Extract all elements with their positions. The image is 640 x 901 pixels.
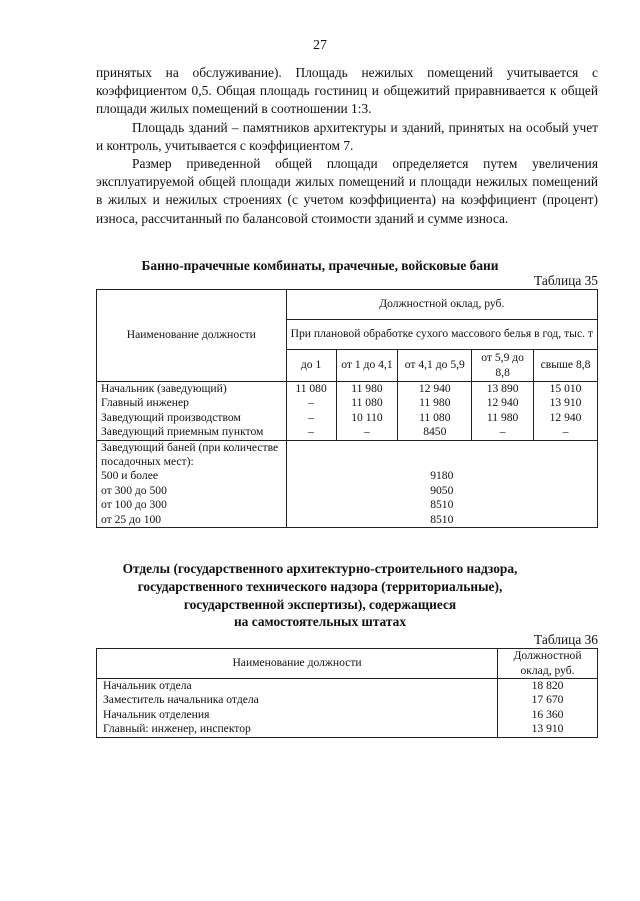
row-name: 500 и более bbox=[97, 469, 287, 483]
table-row bbox=[97, 498, 598, 512]
row-name: Начальник отдела bbox=[97, 679, 498, 694]
col-header: от 1 до 4,1 bbox=[336, 350, 398, 382]
table-36-title-line: государственной экспертизы), содержащиеся bbox=[183, 597, 457, 612]
cell: 12 940 bbox=[398, 382, 472, 397]
paragraph: Площадь зданий – памятников архитектуры и зданий, принятых на особый учет и контроль, учитывается с коэффициентом 7. bbox=[96, 119, 598, 153]
table-row bbox=[97, 722, 598, 737]
row-name: Заведующий производством bbox=[97, 411, 287, 425]
col-header: от 4,1 до 5,9 bbox=[398, 350, 472, 382]
table-36-title-line: Отделы (государственного архитектурно-строительного надзора, bbox=[122, 561, 518, 576]
cell: 11 080 bbox=[398, 411, 472, 425]
row-name: Заведующий приемным пунктом bbox=[97, 425, 287, 440]
cell: – bbox=[534, 425, 598, 440]
cell: 8510 bbox=[286, 513, 597, 528]
header-salary: Должностной оклад, руб. bbox=[498, 649, 598, 679]
header-salary: Должностной оклад, руб. bbox=[286, 290, 597, 320]
cell: 15 010 bbox=[534, 382, 598, 397]
header-name: Наименование должности bbox=[97, 649, 498, 679]
cell: 9180 bbox=[286, 469, 597, 483]
cell: – bbox=[286, 425, 336, 440]
row-name: Начальник (заведующий) bbox=[97, 382, 287, 397]
header-name: Наименование должности bbox=[97, 290, 287, 382]
table-row bbox=[97, 469, 598, 483]
table-36-caption: Таблица 36 bbox=[534, 632, 598, 647]
cell: 16 360 bbox=[498, 708, 598, 722]
table-row bbox=[97, 513, 598, 528]
table-row bbox=[97, 396, 598, 410]
cell: 11 080 bbox=[336, 396, 398, 410]
paragraph: Размер приведенной общей площади определяется путем увеличения эксплуатируемой общей площади жилых помещений и площади нежилых помещений в жилых и нежилых строениях (с учетом коэффициента) на коэффициент (процент) износа, рассчитанный по балансовой стоимости зданий и сумме износа. bbox=[96, 156, 598, 226]
col-header: до 1 bbox=[286, 350, 336, 382]
cell: 11 080 bbox=[286, 382, 336, 397]
row-name: Заместитель начальника отдела bbox=[97, 693, 498, 707]
cell: – bbox=[286, 396, 336, 410]
row-name: Главный: инженер, инспектор bbox=[97, 722, 498, 737]
cell: 8510 bbox=[286, 498, 597, 512]
table-row bbox=[97, 679, 598, 694]
table-row bbox=[97, 440, 598, 469]
row-name: от 100 до 300 bbox=[97, 498, 287, 512]
table-36 bbox=[96, 648, 598, 738]
page-number: 27 bbox=[313, 38, 327, 53]
table-row bbox=[97, 708, 598, 722]
col-header: свыше 8,8 bbox=[534, 350, 598, 382]
table-row bbox=[97, 693, 598, 707]
cell: 17 670 bbox=[498, 693, 598, 707]
cell: 11 980 bbox=[472, 411, 534, 425]
cell bbox=[286, 440, 597, 469]
cell: 9050 bbox=[286, 484, 597, 498]
cell: – bbox=[336, 425, 398, 440]
row-name: Начальник отделения bbox=[97, 708, 498, 722]
table-row bbox=[97, 484, 598, 498]
table-35 bbox=[96, 289, 598, 528]
row-name: Главный инженер bbox=[97, 396, 287, 410]
header-sub: При плановой обработке сухого массового белья в год, тыс. т bbox=[286, 320, 597, 350]
cell: 11 980 bbox=[398, 396, 472, 410]
cell: 10 110 bbox=[336, 411, 398, 425]
table-35-title: Банно-прачечные комбинаты, прачечные, войсковые бани bbox=[141, 258, 499, 273]
row-name: от 300 до 500 bbox=[97, 484, 287, 498]
cell: 12 940 bbox=[534, 411, 598, 425]
paragraph: принятых на обслуживание). Площадь нежилых помещений учитывается с коэффициентом 0,5. Общая площадь гостиниц и общежитий приравнивается к общей площади жилых помещений в соотношении 1:3. bbox=[96, 65, 598, 117]
table-row bbox=[97, 425, 598, 440]
cell: 13 890 bbox=[472, 382, 534, 397]
row-name: Заведующий баней (при количестве посадочных мест): bbox=[97, 440, 287, 469]
row-name: от 25 до 100 bbox=[97, 513, 287, 528]
cell: 13 910 bbox=[498, 722, 598, 737]
cell: 18 820 bbox=[498, 679, 598, 694]
col-header: от 5,9 до 8,8 bbox=[472, 350, 534, 382]
cell: 8450 bbox=[398, 425, 472, 440]
table-row bbox=[97, 411, 598, 425]
body-text bbox=[96, 64, 598, 228]
cell: – bbox=[286, 411, 336, 425]
table-36-title-line: на самостоятельных штатах bbox=[233, 614, 407, 629]
cell: 11 980 bbox=[336, 382, 398, 397]
cell: 12 940 bbox=[472, 396, 534, 410]
table-row bbox=[97, 382, 598, 397]
cell: 13 910 bbox=[534, 396, 598, 410]
table-35-caption: Таблица 35 bbox=[534, 273, 598, 288]
cell: – bbox=[472, 425, 534, 440]
table-36-title-line: государственного технического надзора (территориальные), bbox=[137, 579, 503, 594]
